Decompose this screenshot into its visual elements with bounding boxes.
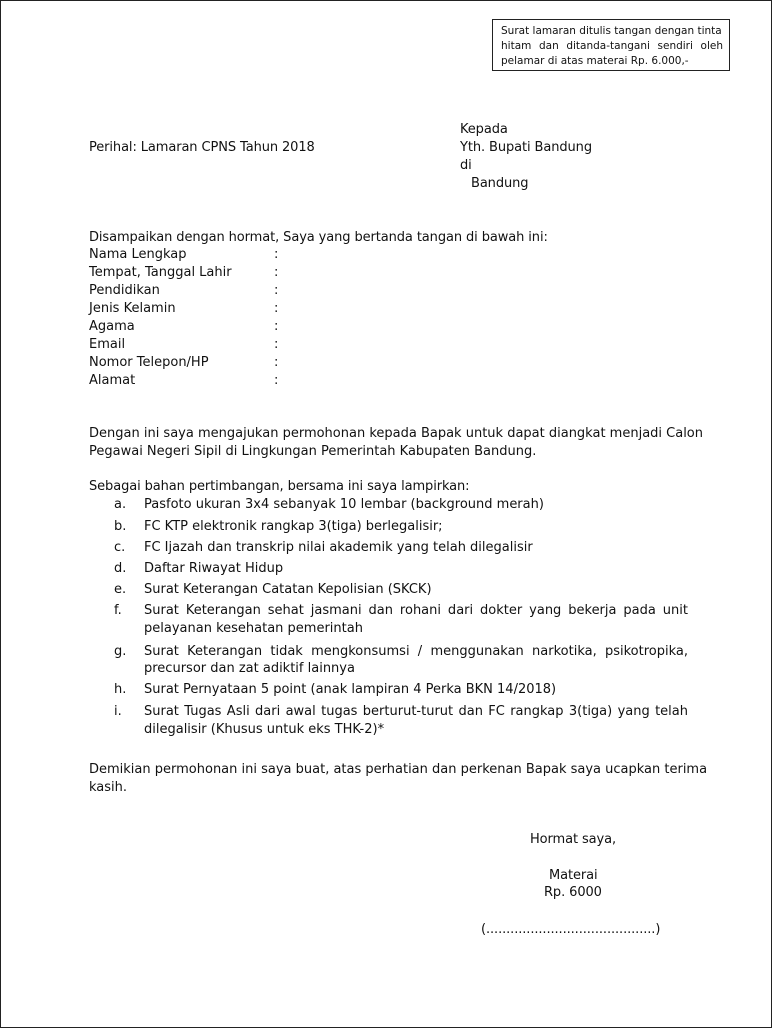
field-row [89, 318, 309, 336]
list-marker: g. [114, 644, 127, 659]
list-item-text: Surat Tugas Asli dari awal tugas berturut-turut dan FC rangkap 3(tiga) yang telah [144, 704, 688, 719]
list-item-text: Surat Keterangan sehat jasmani dan rohani dari dokter yang bekerja pada unit [144, 603, 688, 618]
field-row [89, 300, 309, 318]
request-line-2: Pegawai Negeri Sipil di Lingkungan Pemerintah Kabupaten Bandung. [89, 444, 537, 459]
recipient-line-4: Bandung [471, 176, 529, 191]
closing-line-2: kasih. [89, 780, 128, 795]
stamp-label: Materai [549, 868, 598, 883]
attachments-intro: Sebagai bahan pertimbangan, bersama ini saya lampirkan: [89, 479, 470, 494]
list-item-text: FC KTP elektronik rangkap 3(tiga) berlegalisir; [144, 519, 443, 534]
list-item-text: dilegalisir (Khusus untuk eks THK-2)* [144, 722, 385, 737]
list-item-text: Surat Keterangan tidak mengkonsumsi / menggunakan narkotika, psikotropika, [144, 644, 688, 659]
closing-paragraph [89, 761, 708, 797]
signature-greeting: Hormat saya, [530, 832, 617, 847]
field-colon: : [274, 301, 279, 316]
list-marker: f. [114, 603, 122, 618]
recipient-line-3: di [460, 158, 472, 173]
letter-subject: Perihal: Lamaran CPNS Tahun 2018 [89, 140, 315, 155]
field-label: Nomor Telepon/HP [89, 355, 209, 370]
note-line-2: hitam dan ditanda-tangani sendiri oleh [501, 40, 723, 52]
closing-line-1: Demikian permohonan ini saya buat, atas perhatian dan perkenan Bapak saya ucapkan terima [89, 762, 708, 777]
instruction-note-box [492, 19, 730, 71]
field-label: Tempat, Tanggal Lahir [89, 265, 232, 280]
intro-text: Disampaikan dengan hormat, Saya yang bertanda tangan di bawah ini: [89, 230, 548, 245]
list-marker: d. [114, 561, 127, 576]
field-row [89, 354, 309, 372]
field-label: Jenis Kelamin [89, 301, 176, 316]
field-label: Pendidikan [89, 283, 160, 298]
list-marker: i. [114, 704, 122, 719]
field-colon: : [274, 337, 279, 352]
list-item-text: pelayanan kesehatan pemerintah [144, 621, 363, 636]
field-label: Agama [89, 319, 135, 334]
list-item-text: precursor dan zat adiktif lainnya [144, 661, 355, 676]
field-row [89, 246, 309, 264]
list-marker: a. [114, 497, 127, 512]
list-marker: b. [114, 519, 127, 534]
request-paragraph [89, 425, 704, 461]
field-colon: : [274, 247, 279, 262]
stamp-value: Rp. 6000 [544, 885, 602, 900]
note-line-1: Surat lamaran ditulis tangan dengan tinta [501, 25, 722, 37]
request-line-1: Dengan ini saya mengajukan permohonan kepada Bapak untuk dapat diangkat menjadi Calon [89, 426, 704, 441]
field-label: Email [89, 337, 126, 352]
field-row [89, 282, 309, 300]
recipient-line-2: Yth. Bupati Bandung [460, 140, 592, 155]
field-label: Nama Lengkap [89, 247, 187, 262]
list-item-text: Daftar Riwayat Hidup [144, 561, 284, 576]
list-item-text: Surat Pernyataan 5 point (anak lampiran 4 Perka BKN 14/2018) [144, 682, 557, 697]
note-line-3: pelamar di atas materai Rp. 6.000,- [501, 55, 689, 67]
field-row [89, 264, 309, 282]
signature-name-placeholder: (..........................................) [481, 922, 661, 937]
field-colon: : [274, 355, 279, 370]
recipient-line-1: Kepada [460, 122, 508, 137]
field-colon: : [274, 265, 279, 280]
list-marker: h. [114, 682, 127, 697]
field-row [89, 336, 309, 354]
field-colon: : [274, 373, 279, 388]
field-colon: : [274, 319, 279, 334]
list-marker: e. [114, 582, 127, 597]
list-item-text: FC Ijazah dan transkrip nilai akademik yang telah dilegalisir [144, 540, 533, 555]
field-row [89, 372, 309, 390]
field-label: Alamat [89, 373, 136, 388]
list-item-text: Surat Keterangan Catatan Kepolisian (SKCK) [144, 582, 432, 597]
list-item-text: Pasfoto ukuran 3x4 sebanyak 10 lembar (background merah) [144, 497, 544, 512]
list-marker: c. [114, 540, 126, 555]
field-colon: : [274, 283, 279, 298]
